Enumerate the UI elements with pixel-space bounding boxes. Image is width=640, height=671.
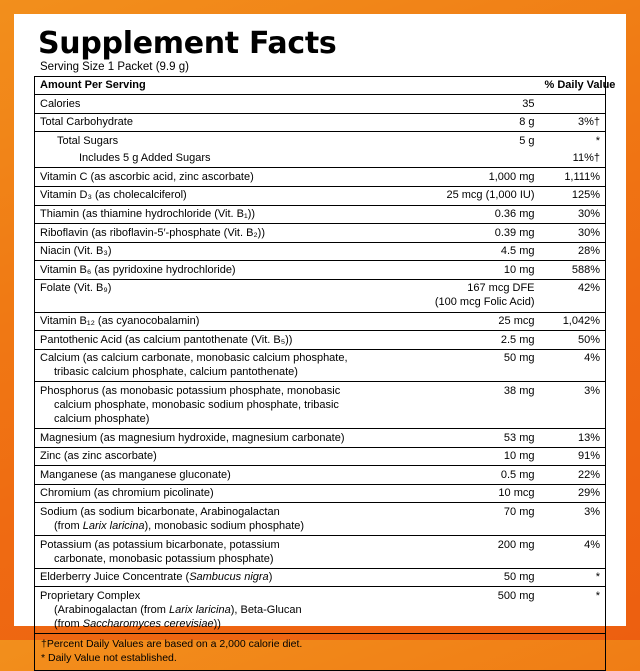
table-row — [35, 503, 606, 536]
nutrient-amount: 500 mg — [422, 587, 540, 634]
table-row — [35, 205, 606, 224]
table-row — [35, 429, 606, 448]
nutrient-name: Zinc (as zinc ascorbate) — [35, 447, 422, 466]
nutrient-name: Magnesium (as magnesium hydroxide, magnesium carbonate) — [35, 429, 422, 448]
table-row — [35, 224, 606, 243]
table-header-row — [35, 76, 606, 95]
nutrient-amount: 53 mg — [422, 429, 540, 448]
nutrient-amount: 200 mg — [422, 536, 540, 569]
nutrient-amount: 4.5 mg — [422, 242, 540, 261]
table-row — [35, 466, 606, 485]
nutrient-daily-value — [540, 95, 606, 114]
footnote-daily-values: †Percent Daily Values are based on a 2,000 calorie diet. — [41, 638, 303, 650]
table-row — [35, 536, 606, 569]
table-row — [35, 95, 606, 114]
nutrient-name: Calcium (as calcium carbonate, monobasic calcium phosphate, tribasic calcium phosphate, calcium pantothenate) — [35, 349, 422, 382]
nutrient-amount: 50 mg — [422, 349, 540, 382]
table-row — [35, 382, 606, 429]
nutrient-daily-value: 125% — [540, 186, 606, 205]
nutrient-name: Manganese (as manganese gluconate) — [35, 466, 422, 485]
nutrient-amount: 35 — [522, 97, 535, 110]
table-row — [35, 242, 606, 261]
serving-size-text: Serving Size 1 Packet (9.9 g) — [40, 60, 189, 73]
nutrient-daily-value: 11%† — [572, 152, 600, 165]
nutrient-daily-value: 3% — [540, 503, 606, 536]
nutrient-name: Phosphorus (as monobasic potassium phosphate, monobasic calcium phosphate, monobasic sodium phosphate, tribasic calcium phosphate) — [35, 382, 422, 429]
nutrient-name: Total Carbohydrate — [35, 113, 422, 132]
nutrient-name: Vitamin C (as ascorbic acid, zinc ascorbate) — [35, 168, 422, 187]
nutrient-amount: 0.39 mg — [422, 224, 540, 243]
nutrient-daily-value: 29% — [540, 484, 606, 503]
nutrient-amount: 8 g — [422, 113, 540, 132]
nutrient-daily-value: * — [540, 132, 606, 150]
nutrient-daily-value: * — [540, 587, 606, 634]
nutrient-amount: 5 g — [422, 132, 540, 150]
table-row — [35, 349, 606, 382]
nutrient-amount: 38 mg — [422, 382, 540, 429]
nutrient-amount: 167 mcg DFE (100 mcg Folic Acid) — [422, 279, 540, 312]
nutrient-daily-value: * — [540, 568, 606, 587]
table-row — [35, 331, 606, 350]
nutrient-amount: 50 mg — [422, 568, 540, 587]
nutrient-name: Thiamin (as thiamine hydrochloride (Vit. B₁)) — [35, 205, 422, 224]
nutrient-daily-value: 28% — [540, 242, 606, 261]
nutrient-amount: 70 mg — [422, 503, 540, 536]
nutrient-name: Folate (Vit. B₉) — [35, 279, 422, 312]
nutrient-name: Potassium (as potassium bicarbonate, potassium carbonate, monobasic potassium phosphate) — [35, 536, 422, 569]
nutrition-table — [34, 76, 616, 635]
nutrient-name: Vitamin D₃ (as cholecalciferol) — [35, 186, 422, 205]
nutrient-name: Niacin (Vit. B₃) — [35, 242, 422, 261]
header-amount-per-serving: Amount Per Serving — [35, 76, 422, 95]
header-spacer — [422, 76, 540, 95]
table-row — [35, 168, 606, 187]
nutrient-daily-value: 4% — [540, 349, 606, 382]
nutrient-name: Proprietary Complex (Arabinogalactan (from Larix laricina), Beta-Glucan (from Saccharomyces cerevisiae)) — [35, 587, 422, 634]
nutrient-daily-value: 22% — [540, 466, 606, 485]
nutrient-name: Calories — [40, 97, 81, 110]
page-title: Supplement Facts — [38, 26, 337, 61]
nutrient-amount: 10 mg — [422, 447, 540, 466]
nutrient-daily-value: 1,042% — [540, 312, 606, 331]
nutrient-daily-value: 91% — [540, 447, 606, 466]
nutrient-name: Vitamin B₁₂ (as cyanocobalamin) — [35, 312, 422, 331]
nutrient-daily-value: 42% — [540, 279, 606, 312]
nutrient-amount: 1,000 mg — [422, 168, 540, 187]
table-row — [35, 261, 606, 280]
nutrient-name: Riboflavin (as riboflavin-5′-phosphate (Vit. B₂)) — [35, 224, 422, 243]
nutrient-name: Total Sugars — [35, 132, 422, 150]
table-row — [35, 279, 606, 312]
nutrient-name: Pantothenic Acid (as calcium pantothenate (Vit. B₅)) — [35, 331, 422, 350]
label-page — [14, 14, 626, 665]
nutrient-daily-value: 30% — [540, 205, 606, 224]
nutrient-name: Elderberry Juice Concentrate (Sambucus nigra) — [35, 568, 422, 587]
nutrient-daily-value: 13% — [540, 429, 606, 448]
footnote-not-established: * Daily Value not established. — [41, 652, 177, 665]
nutrient-daily-value: 3% — [540, 382, 606, 429]
nutrient-daily-value: 1,111% — [540, 168, 606, 187]
nutrient-daily-value: 30% — [540, 224, 606, 243]
table-row — [35, 447, 606, 466]
nutrient-amount: 25 mcg — [422, 312, 540, 331]
table-row — [35, 568, 606, 587]
table-row — [35, 150, 606, 168]
nutrient-name: Chromium (as chromium picolinate) — [35, 484, 422, 503]
nutrient-amount — [422, 150, 540, 168]
nutrient-name: Sodium (as sodium bicarbonate, Arabinogalactan (from Larix laricina), monobasic sodium phosphate) — [35, 503, 422, 536]
nutrient-daily-value: 4% — [540, 536, 606, 569]
nutrition-table-body — [35, 76, 616, 634]
table-row — [35, 587, 606, 634]
table-row — [35, 132, 606, 150]
nutrient-amount: 0.36 mg — [422, 205, 540, 224]
table-row — [35, 186, 606, 205]
nutrient-amount: 10 mcg — [422, 484, 540, 503]
table-row — [35, 484, 606, 503]
nutrient-daily-value: 50% — [540, 331, 606, 350]
nutrient-daily-value: 3%† — [540, 113, 606, 132]
nutrient-name: Vitamin B₆ (as pyridoxine hydrochloride) — [35, 261, 422, 280]
header-daily-value: % Daily Value — [540, 76, 606, 95]
nutrient-daily-value: 588% — [540, 261, 606, 280]
table-row — [35, 113, 606, 132]
nutrient-amount: 0.5 mg — [422, 466, 540, 485]
table-row — [35, 312, 606, 331]
nutrient-name: Includes 5 g Added Sugars — [79, 152, 211, 165]
supplement-facts-panel — [34, 26, 616, 665]
nutrient-amount: 10 mg — [422, 261, 540, 280]
nutrient-amount: 25 mcg (1,000 IU) — [422, 186, 540, 205]
nutrient-amount: 2.5 mg — [422, 331, 540, 350]
